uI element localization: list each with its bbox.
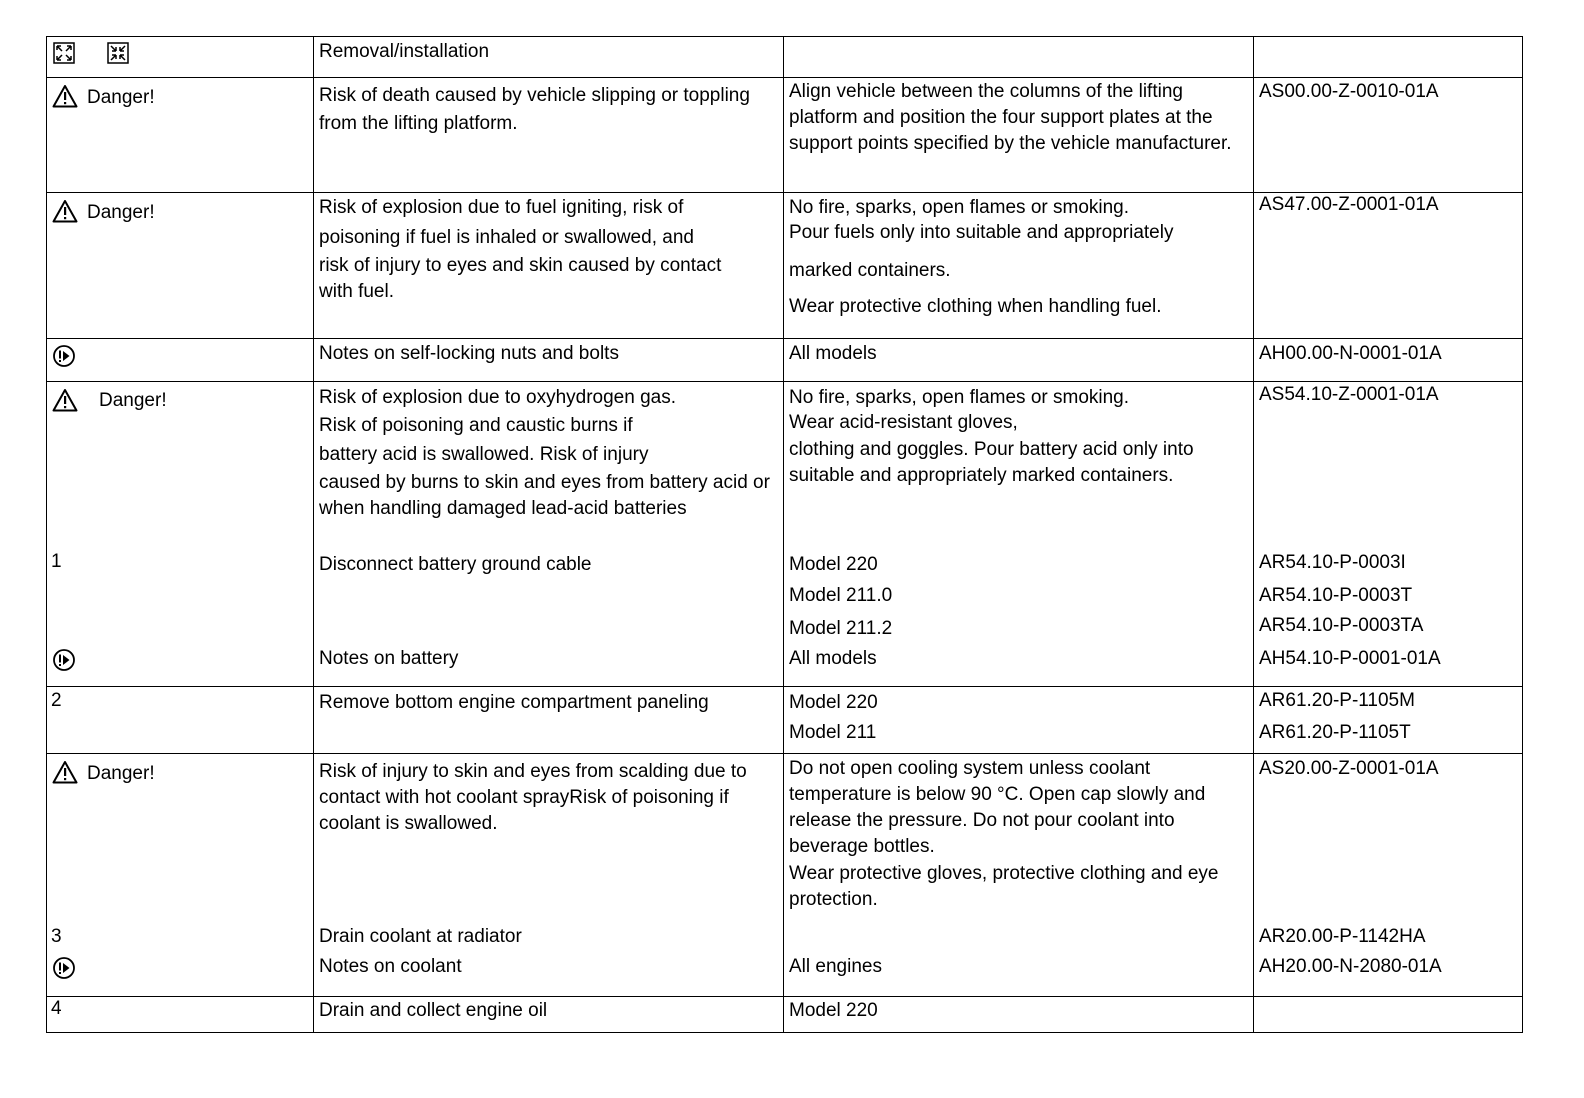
- danger-label: Danger!: [87, 763, 155, 784]
- reference-code[interactable]: AR20.00-P-1142HA: [1259, 926, 1426, 947]
- action-text: Wear acid-resistant gloves,: [789, 412, 1018, 433]
- reference-code[interactable]: AS54.10-Z-0001-01A: [1259, 384, 1439, 405]
- warning-icon: [52, 84, 78, 108]
- model-text: All models: [789, 648, 877, 669]
- reference-code[interactable]: AR54.10-P-0003I: [1259, 552, 1406, 573]
- note-icon: [52, 344, 76, 368]
- hazard-text: caused by burns to skin and eyes from battery acid or when handling damaged lead-acid batteries: [319, 472, 770, 519]
- hazard-text: poisoning if fuel is inhaled or swallowed, and: [319, 227, 694, 248]
- note-icon: [52, 956, 76, 980]
- hazard-text: Risk of explosion due to fuel igniting, risk of: [319, 197, 684, 218]
- reference-code[interactable]: AR54.10-P-0003TA: [1259, 615, 1424, 636]
- page-title: Removal/installation: [319, 41, 490, 62]
- reference-code[interactable]: AR61.20-P-1105T: [1259, 722, 1411, 743]
- note-text: Notes on coolant: [319, 956, 462, 977]
- step-number: 4: [51, 998, 62, 1019]
- step-text: Drain coolant at radiator: [319, 926, 522, 947]
- action-text: Wear protective gloves, protective clothing and eye protection.: [789, 863, 1219, 910]
- row-divider: [47, 753, 1522, 754]
- row-divider: [47, 77, 1522, 78]
- reference-code[interactable]: AH00.00-N-0001-01A: [1259, 343, 1442, 364]
- model-text: Model 211.0: [789, 585, 893, 606]
- step-text: Drain and collect engine oil: [319, 1000, 548, 1021]
- reference-code[interactable]: AH54.10-P-0001-01A: [1259, 648, 1441, 669]
- column-divider: [313, 37, 314, 1032]
- reference-code[interactable]: AS47.00-Z-0001-01A: [1259, 194, 1439, 215]
- model-text: Model 220: [789, 554, 878, 575]
- action-text: No fire, sparks, open flames or smoking.: [789, 387, 1130, 408]
- hazard-text: Risk of injury to skin and eyes from scalding due to contact with hot coolant sprayRisk of poisoning if coolant is swallowed.: [319, 761, 747, 834]
- action-text: Wear protective clothing when handling fuel.: [789, 296, 1162, 317]
- warning-icon: [52, 388, 78, 412]
- model-text: All engines: [789, 956, 882, 977]
- hazard-text: risk of injury to eyes and skin caused by contact with fuel.: [319, 255, 722, 302]
- column-divider: [1253, 37, 1254, 1032]
- step-text: Remove bottom engine compartment paneling: [319, 692, 709, 713]
- warning-icon: [52, 199, 78, 223]
- expand-icon[interactable]: [53, 42, 75, 64]
- model-text: Model 211: [789, 722, 877, 743]
- hazard-text: Risk of death caused by vehicle slipping or toppling from the lifting platform.: [319, 85, 750, 134]
- danger-label: Danger!: [87, 87, 155, 108]
- action-text: marked containers.: [789, 260, 951, 281]
- hazard-text: battery acid is swallowed. Risk of injury: [319, 444, 649, 465]
- danger-label: Danger!: [87, 202, 155, 223]
- model-text: All models: [789, 343, 877, 364]
- warning-icon: [52, 760, 78, 784]
- note-text: Notes on self-locking nuts and bolts: [319, 343, 619, 364]
- reference-code[interactable]: AR61.20-P-1105M: [1259, 690, 1415, 711]
- model-text: Model 220: [789, 692, 878, 713]
- row-divider: [47, 338, 1522, 339]
- hazard-text: Risk of explosion due to oxyhydrogen gas.: [319, 387, 676, 408]
- action-text: No fire, sparks, open flames or smoking.: [789, 197, 1130, 218]
- step-number: 2: [51, 690, 62, 711]
- step-number: 1: [51, 551, 62, 572]
- row-divider: [47, 996, 1522, 997]
- hazard-text: Risk of poisoning and caustic burns if: [319, 415, 633, 436]
- reference-code[interactable]: AS00.00-Z-0010-01A: [1259, 81, 1439, 102]
- model-text: Model 220: [789, 1000, 878, 1021]
- note-icon: [52, 648, 76, 672]
- danger-label: Danger!: [99, 390, 167, 411]
- action-text: clothing and goggles. Pour battery acid only into suitable and appropriately marked containers.: [789, 439, 1194, 486]
- column-divider: [783, 37, 784, 1032]
- step-text: Disconnect battery ground cable: [319, 554, 592, 575]
- reference-code[interactable]: AR54.10-P-0003T: [1259, 585, 1413, 606]
- reference-code[interactable]: AS20.00-Z-0001-01A: [1259, 758, 1439, 779]
- note-text: Notes on battery: [319, 648, 459, 669]
- document-table: [46, 36, 1523, 1033]
- action-text: Pour fuels only into suitable and appropriately: [789, 222, 1174, 243]
- collapse-icon[interactable]: [107, 42, 129, 64]
- reference-code[interactable]: AH20.00-N-2080-01A: [1259, 956, 1442, 977]
- action-text: Align vehicle between the columns of the lifting platform and position the four support plates at the support points specified by the vehicle manufacturer.: [789, 81, 1232, 154]
- model-text: Model 211.2: [789, 618, 893, 639]
- row-divider: [47, 686, 1522, 687]
- action-text: Do not open cooling system unless coolant temperature is below 90 °C. Open cap slowly and release the pressure. Do not pour coolant into beverage bottles.: [789, 758, 1206, 857]
- step-number: 3: [51, 926, 62, 947]
